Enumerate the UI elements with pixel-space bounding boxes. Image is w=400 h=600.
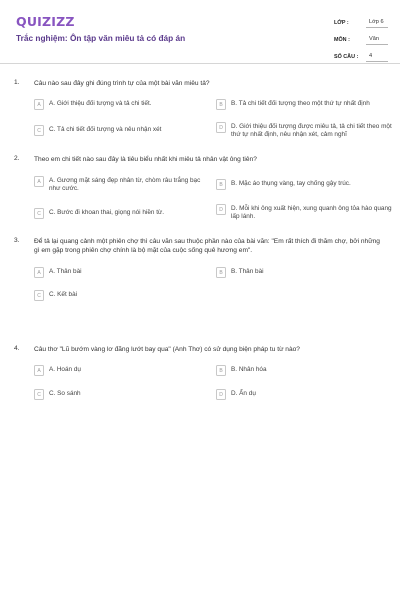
option-text: B. Tả chi tiết đối tượng theo một thứ tự nhất định xyxy=(231,99,370,107)
option-a[interactable] xyxy=(34,365,210,376)
option-d[interactable] xyxy=(216,122,392,139)
option-text: A. Giới thiệu đối tượng và tả chi tiết. xyxy=(49,99,152,107)
header-divider xyxy=(0,63,400,64)
question-number: 3. xyxy=(14,237,20,244)
option-text: D. Mỗi khi ông xuất hiện, xung quanh ông tỏa hào quang lấp lánh. xyxy=(231,204,392,220)
option-text: D. Giới thiệu đối tượng được miêu tả, tả chi tiết theo một thứ tự nhất định, nêu nhận xét, cảm nghĩ xyxy=(231,122,392,138)
option-b[interactable] xyxy=(216,99,392,110)
meta-key-question-count: SỐ CÂU : xyxy=(334,54,359,60)
option-b[interactable] xyxy=(216,267,392,278)
meta-row-subject xyxy=(334,30,388,45)
option-a[interactable] xyxy=(34,99,210,110)
worksheet-title: Trắc nghiệm: Ôn tập văn miêu tả có đáp án xyxy=(16,33,186,43)
meta-value-class: Lớp 6 xyxy=(366,19,388,28)
option-letter-box: B xyxy=(216,267,226,278)
option-text: B. Nhân hóa xyxy=(231,365,267,373)
question-text: Để tả lại quang cảnh một phiên chợ thì câu văn sau thuộc phần nào của bài văn: "Em rất thích đi thăm chợ, bởi những gì em gặp trong phiên chợ chính là bộ mặt của cuộc sống quê hương em". xyxy=(34,238,380,254)
option-letter-box: C xyxy=(34,125,44,136)
meta-key-class: LỚP : xyxy=(334,20,349,26)
option-letter-box: D xyxy=(216,122,226,133)
option-d[interactable] xyxy=(216,204,392,221)
option-letter-box: B xyxy=(216,179,226,190)
meta-value-question-count: 4 xyxy=(366,53,388,62)
option-letter-box: C xyxy=(34,389,44,400)
option-letter-box: A xyxy=(34,365,44,376)
option-text: B. Mặc áo thụng vàng, tay chống gậy trúc. xyxy=(231,179,351,187)
option-b[interactable] xyxy=(216,179,392,190)
meta-row-class xyxy=(334,13,388,28)
option-letter-box: A xyxy=(34,176,44,187)
option-c[interactable] xyxy=(34,208,210,219)
option-text: B. Thân bài xyxy=(231,267,264,275)
option-c[interactable] xyxy=(34,389,210,400)
option-letter-box: A xyxy=(34,99,44,110)
option-letter-box: B xyxy=(216,365,226,376)
option-c[interactable] xyxy=(34,290,210,301)
option-letter-box: D xyxy=(216,389,226,400)
question-number: 2. xyxy=(14,155,20,162)
question-number: 1. xyxy=(14,79,20,86)
option-letter-box: C xyxy=(34,208,44,219)
option-text: D. Ẩn dụ xyxy=(231,389,256,397)
option-text: A. Gương mặt sáng đẹp nhân từ, chòm râu trắng bạc như cước. xyxy=(49,176,201,192)
question-text: Câu nào sau đây ghi đúng trình tự của một bài văn miêu tả? xyxy=(34,80,210,87)
meta-row-question-count xyxy=(334,47,388,62)
option-letter-box: B xyxy=(216,99,226,110)
option-a[interactable] xyxy=(34,267,210,278)
question-number: 4. xyxy=(14,345,20,352)
option-letter-box: D xyxy=(216,204,226,215)
question-text: Câu thơ "Lũ bướm vàng lơ đãng lướt bay qua" (Anh Thơ) có sử dụng biện pháp tu từ nào? xyxy=(34,346,300,353)
option-text: C. Bước đi khoan thai, giọng nói hiền từ. xyxy=(49,208,165,216)
meta-value-subject: Văn xyxy=(366,36,388,45)
option-text: C. So sánh xyxy=(49,389,81,397)
option-text: A. Thân bài xyxy=(49,267,82,275)
option-a[interactable] xyxy=(34,176,210,193)
option-text: C. Tả chi tiết đối tượng và nêu nhận xét xyxy=(49,125,162,133)
option-letter-box: C xyxy=(34,290,44,301)
option-b[interactable] xyxy=(216,365,392,376)
option-text: A. Hoán dụ xyxy=(49,365,81,373)
question-text: Theo em chi tiết nào sau đây là tiêu biểu nhất khi miêu tả nhân vật ông tiên? xyxy=(34,156,257,163)
meta-key-subject: MÔN : xyxy=(334,37,350,43)
option-text: C. Kết bài xyxy=(49,290,78,298)
option-c[interactable] xyxy=(34,125,210,136)
option-letter-box: A xyxy=(34,267,44,278)
quizizz-logo: QUIZIZZ xyxy=(16,14,75,29)
worksheet-meta xyxy=(334,13,388,64)
option-d[interactable] xyxy=(216,389,392,400)
